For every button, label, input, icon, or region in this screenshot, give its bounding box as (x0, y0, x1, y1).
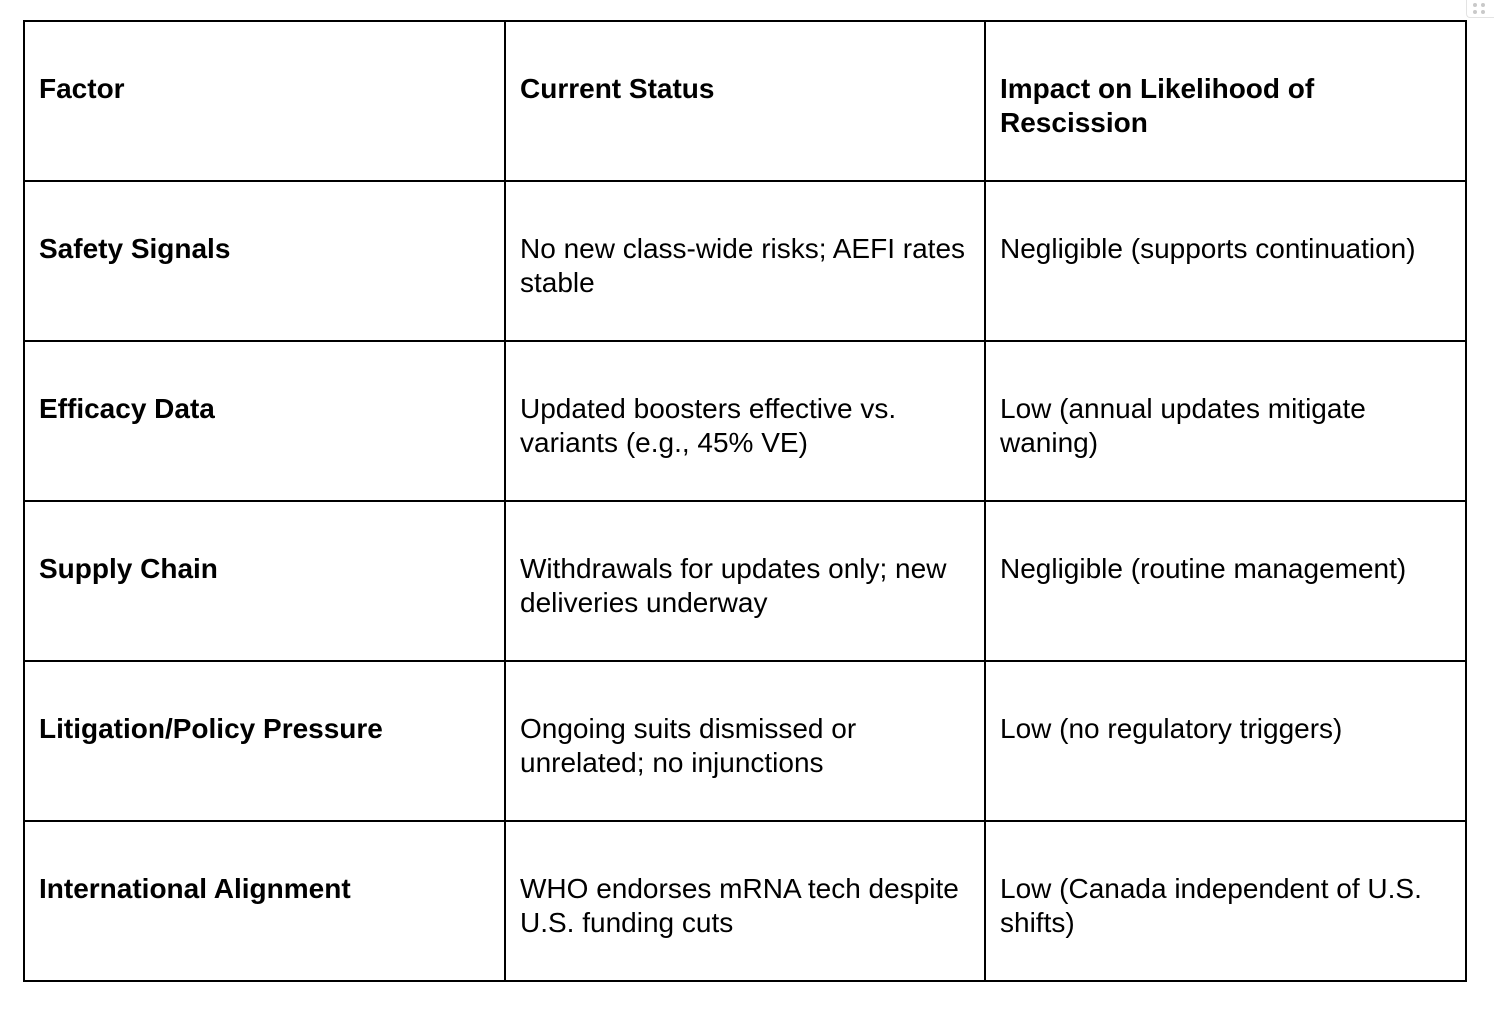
table-row (24, 821, 1466, 981)
header-impact: Impact on Likelihood of Rescission (985, 21, 1466, 181)
impact-cell: Low (no regulatory triggers) (985, 661, 1466, 821)
factor-cell: Supply Chain (24, 501, 505, 661)
table-row (24, 661, 1466, 821)
table-row (24, 501, 1466, 661)
header-current-status: Current Status (505, 21, 985, 181)
impact-cell: Low (Canada independent of U.S. shifts) (985, 821, 1466, 981)
impact-cell: Low (annual updates mitigate waning) (985, 341, 1466, 501)
factor-cell: International Alignment (24, 821, 505, 981)
drag-handle-icon[interactable] (1466, 0, 1494, 18)
status-cell: WHO endorses mRNA tech despite U.S. funding cuts (505, 821, 985, 981)
table-header-row (24, 21, 1466, 181)
impact-cell: Negligible (supports continuation) (985, 181, 1466, 341)
status-cell: Ongoing suits dismissed or unrelated; no injunctions (505, 661, 985, 821)
table-row (24, 181, 1466, 341)
table-row (24, 341, 1466, 501)
data-table (23, 20, 1467, 982)
status-cell: Withdrawals for updates only; new deliveries underway (505, 501, 985, 661)
impact-cell: Negligible (routine management) (985, 501, 1466, 661)
status-cell: No new class-wide risks; AEFI rates stable (505, 181, 985, 341)
status-cell: Updated boosters effective vs. variants (e.g., 45% VE) (505, 341, 985, 501)
factor-cell: Litigation/Policy Pressure (24, 661, 505, 821)
factor-cell: Safety Signals (24, 181, 505, 341)
factor-cell: Efficacy Data (24, 341, 505, 501)
header-factor: Factor (24, 21, 505, 181)
